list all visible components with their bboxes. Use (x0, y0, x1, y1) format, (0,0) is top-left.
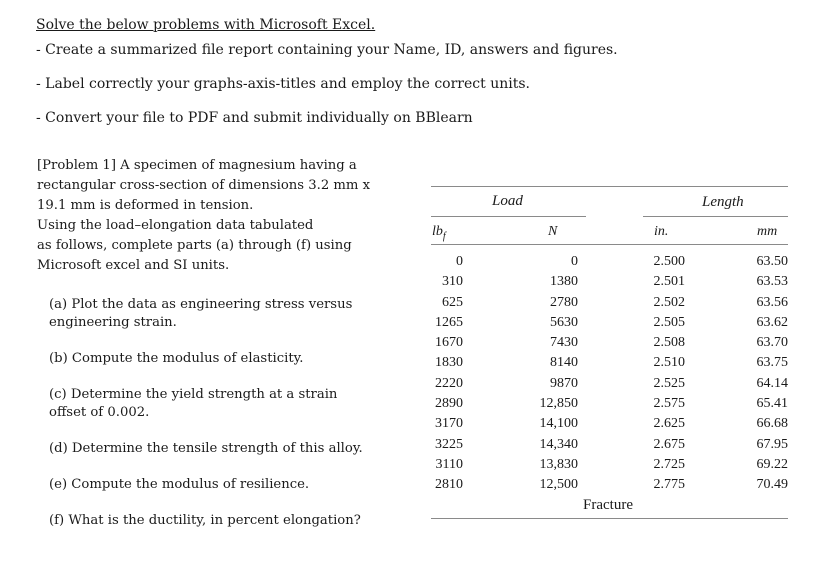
table-cell: 12,850 (539, 396, 578, 412)
table-cell: 2.675 (653, 436, 685, 452)
problem-intro-line: [Problem 1] A specimen of magnesium having a (37, 158, 357, 173)
table-cell: 2.510 (653, 355, 685, 371)
lbf-subscript: f (442, 230, 446, 242)
part-a-line: (a) Plot the data as engineering stress versus (49, 297, 353, 312)
part-c-line: (c) Determine the yield strength at a strain (49, 387, 338, 402)
part-f: (f) What is the ductility, in percent elongation? (49, 513, 361, 528)
part-c-line: offset of 0.002. (49, 405, 150, 420)
table-cell: 2.501 (653, 274, 685, 290)
problem-intro-line: Using the load–elongation data tabulated (37, 218, 314, 233)
problem-intro-line: as follows, complete parts (a) through (f) using (37, 238, 352, 253)
table-cell: 13,830 (539, 456, 578, 472)
table-cell: 3110 (435, 456, 463, 472)
table-cell: 63.70 (756, 335, 788, 351)
table-cell: 70.49 (756, 477, 788, 493)
table-cell: 12,500 (539, 477, 578, 493)
table-cell: 2.505 (653, 314, 685, 330)
instructions-title: Solve the below problems with Microsoft Excel. (36, 17, 376, 33)
instruction-item: - Convert your file to PDF and submit individually on BBlearn (36, 110, 473, 126)
table-cell: 2890 (435, 396, 463, 412)
table-cell: 310 (442, 274, 463, 290)
table-top-rule (431, 186, 788, 187)
column-mm (736, 252, 788, 496)
table-cell: 1670 (435, 335, 463, 351)
problem-intro-line: 19.1 mm is deformed in tension. (37, 198, 254, 213)
part-a-line: engineering strain. (49, 315, 177, 330)
part-e: (e) Compute the modulus of resilience. (49, 477, 310, 492)
table-cell: 8140 (550, 355, 578, 371)
instruction-item: - Label correctly your graphs-axis-titles and employ the correct units. (36, 76, 530, 92)
part-d: (d) Determine the tensile strength of this alloy. (49, 441, 363, 456)
table-cell: 1265 (435, 314, 463, 330)
table-bottom-rule (431, 518, 788, 519)
header-mm: mm (757, 224, 778, 239)
table-cell: 63.53 (756, 274, 788, 290)
table-cell: 63.50 (756, 254, 788, 269)
table-cell: 625 (442, 294, 463, 310)
table-cell: 63.75 (756, 355, 788, 371)
header-inch: in. (654, 224, 669, 239)
table-cell: 2.775 (653, 477, 685, 493)
problem-intro (37, 156, 370, 276)
load-group-rule (431, 216, 586, 217)
table-cell: 2.500 (653, 254, 685, 269)
table-cell: 63.62 (756, 314, 788, 330)
table-cell: 2.575 (653, 396, 685, 412)
table-cell: 9870 (550, 375, 578, 391)
table-cell: 2780 (550, 294, 578, 310)
table-cell: 2.525 (653, 375, 685, 391)
header-rule (431, 244, 788, 245)
table-cell: 2810 (435, 477, 463, 493)
column-newton (520, 252, 578, 496)
table-cell: 2.502 (653, 294, 685, 310)
problem-intro-line: Microsoft excel and SI units. (37, 258, 230, 273)
group-header-load: Load (492, 193, 523, 209)
header-newton: N (548, 224, 558, 239)
part-b: (b) Compute the modulus of elasticity. (49, 351, 304, 366)
table-cell: 14,340 (539, 436, 578, 452)
length-group-rule (643, 216, 788, 217)
table-cell: 67.95 (756, 436, 788, 452)
table-cell: 0 (571, 254, 578, 269)
header-lbf (432, 224, 446, 242)
table-cell: 64.14 (756, 375, 788, 391)
table-cell: 1830 (435, 355, 463, 371)
part-c (49, 386, 337, 422)
fracture-label: Fracture (583, 497, 633, 513)
instruction-item: - Create a summarized file report containing your Name, ID, answers and figures. (36, 42, 618, 58)
table-cell: 2220 (435, 375, 463, 391)
table-cell: 5630 (550, 314, 578, 330)
table-cell: 0 (456, 254, 463, 269)
table-cell: 66.68 (756, 416, 788, 432)
table-cell: 3225 (435, 436, 463, 452)
table-cell: 1380 (550, 274, 578, 290)
table-cell: 65.41 (756, 396, 788, 412)
table-cell: 2.625 (653, 416, 685, 432)
problem-intro-line: rectangular cross-section of dimensions 3.2 mm x (37, 178, 371, 193)
table-cell: 7430 (550, 335, 578, 351)
table-cell: 3170 (435, 416, 463, 432)
group-header-length: Length (702, 194, 744, 210)
table-cell: 2.725 (653, 456, 685, 472)
part-a (49, 296, 352, 332)
header-lbf-text: $lb_f$ (432, 224, 446, 242)
table-cell: 63.56 (756, 294, 788, 310)
column-inch (630, 252, 685, 496)
column-lbf (420, 252, 463, 496)
table-cell: 69.22 (756, 456, 788, 472)
table-cell: 2.508 (653, 335, 685, 351)
table-cell: 14,100 (539, 416, 578, 432)
